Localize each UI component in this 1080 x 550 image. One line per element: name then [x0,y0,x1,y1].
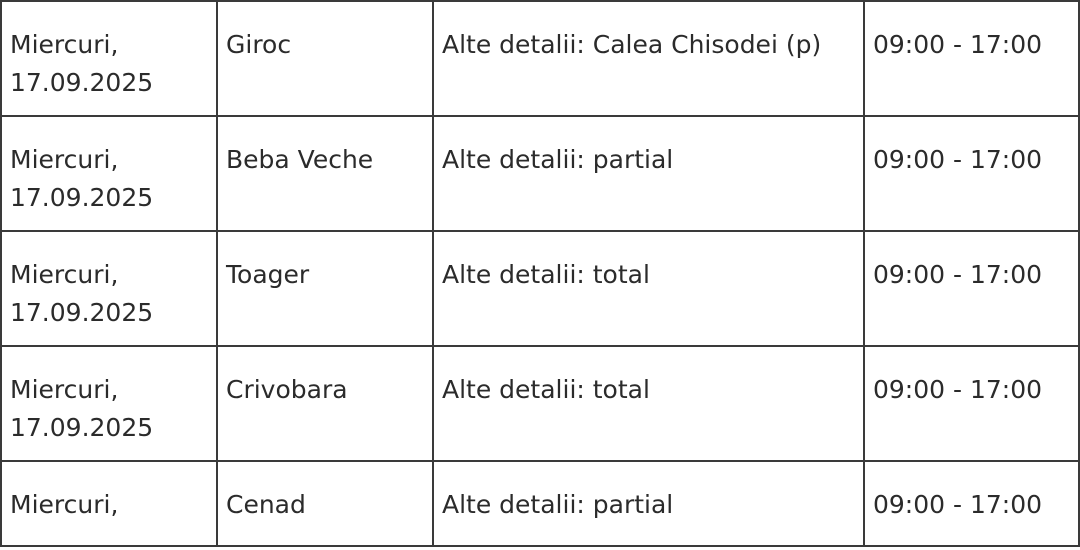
hours-text: 09:00 - 17:00 [873,30,1043,59]
date-text: 17.09.2025 [10,68,154,97]
date-text: 17.09.2025 [10,183,154,212]
locality-text: Crivobara [226,375,348,404]
hours-text: 09:00 - 17:00 [873,490,1043,519]
locality-cell [217,346,433,461]
details-text: Alte detalii: partial [442,490,674,519]
details-text: Alte detalii: partial [442,145,674,174]
hours-cell [864,116,1079,231]
details-cell [433,346,864,461]
date-cell [1,461,217,546]
locality-cell [217,231,433,346]
details-cell [433,231,864,346]
day-text: Miercuri, [10,375,119,404]
table-row [1,1,1079,116]
day-text: Miercuri, [10,260,119,289]
locality-cell [217,461,433,546]
table-row [1,231,1079,346]
day-text: Miercuri, [10,490,119,519]
locality-text: Giroc [226,30,292,59]
date-cell [1,1,217,116]
details-cell [433,116,864,231]
locality-text: Beba Veche [226,145,374,174]
hours-cell [864,346,1079,461]
table-row [1,461,1079,546]
day-text: Miercuri, [10,145,119,174]
hours-cell [864,461,1079,546]
hours-text: 09:00 - 17:00 [873,145,1043,174]
details-text: Alte detalii: total [442,375,650,404]
hours-cell [864,1,1079,116]
details-cell [433,461,864,546]
date-cell [1,346,217,461]
table-row [1,116,1079,231]
hours-text: 09:00 - 17:00 [873,375,1043,404]
date-text: 17.09.2025 [10,413,154,442]
details-cell [433,1,864,116]
locality-cell [217,116,433,231]
table-row [1,346,1079,461]
hours-cell [864,231,1079,346]
date-text: 17.09.2025 [10,298,154,327]
hours-text: 09:00 - 17:00 [873,260,1043,289]
day-text: Miercuri, [10,30,119,59]
details-text: Alte detalii: total [442,260,650,289]
locality-text: Cenad [226,490,306,519]
date-cell [1,231,217,346]
details-text: Alte detalii: Calea Chisodei (p) [442,30,822,59]
date-cell [1,116,217,231]
locality-text: Toager [226,260,310,289]
locality-cell [217,1,433,116]
